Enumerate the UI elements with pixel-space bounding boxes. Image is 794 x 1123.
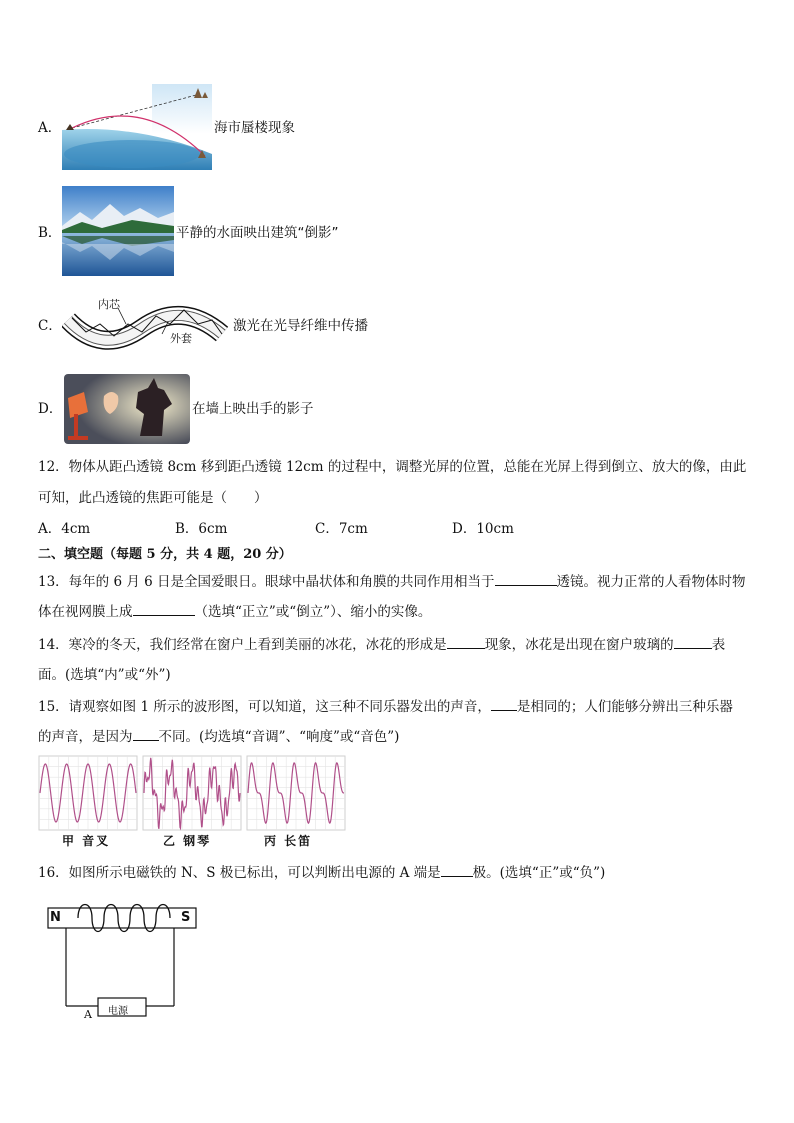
pole-s-label: S [181, 910, 191, 925]
q13-line2 [38, 603, 431, 621]
power-source-label: 电源 [108, 1006, 128, 1017]
q15-text-1b: 是相同的；人们能够分辨出三种乐器 [516, 699, 733, 715]
waveform-caption-piano: 乙 钢琴 [163, 834, 212, 848]
q13-blank-2[interactable] [133, 603, 195, 616]
q15-text-1a: 15．请观察如图 1 所示的波形图，可以知道，这三种不同乐器发出的声音， [38, 699, 491, 715]
q15-blank-1[interactable] [491, 698, 517, 711]
option-c-text: 激光在光导纤维中传播 [233, 318, 368, 334]
q13-text-1b: 透镜。视力正常的人看物体时物 [556, 574, 746, 590]
q14-text-1a: 14．寒冷的冬天，我们经常在窗户上看到美丽的冰花，冰花的形成是 [38, 637, 447, 653]
waveform-caption-flute: 丙 长笛 [264, 834, 313, 848]
q12-choice-d: D．10cm [452, 521, 514, 537]
waveform-flute [247, 756, 345, 830]
q13-text-2b: （选填“正立”或“倒立”）、缩小的实像。 [194, 604, 432, 620]
terminal-a-label: A [84, 1008, 92, 1021]
waveform-caption-tuning-fork: 甲 音叉 [62, 834, 111, 848]
option-c-label: C． [38, 318, 62, 334]
option-b-text: 平静的水面映出建筑“倒影” [176, 225, 339, 241]
q15-line2 [38, 728, 399, 746]
q14-blank-2[interactable] [674, 636, 712, 649]
optical-fiber-image [62, 294, 232, 356]
hand-shadow-image [64, 374, 190, 444]
section-title: 二、填空题（每题 5 分，共 4 题，20 分） [38, 547, 292, 562]
q12-choice-c: C．7cm [315, 521, 368, 537]
waveform-piano [143, 756, 241, 830]
q16-blank-1[interactable] [441, 864, 473, 877]
q16-line1 [38, 864, 605, 882]
q14-text-1b: 现象，冰花是出现在窗户玻璃的 [484, 637, 674, 653]
q12-line2: 可知，此凸透镜的焦距可能是（ ） [38, 490, 268, 506]
option-d-text: 在墙上映出手的影子 [192, 401, 314, 417]
fiber-cladding-label: 外套 [170, 332, 192, 345]
lake-reflection-image [62, 186, 174, 276]
q15-text-2b: 不同。(均选填“音调”、“响度”或“音色”) [158, 729, 400, 745]
q12-choice-b: B．6cm [175, 521, 228, 537]
q15-blank-2[interactable] [133, 728, 159, 741]
q14-line1 [38, 636, 725, 654]
q13-text-2a: 体在视网膜上成 [38, 604, 133, 620]
option-b-label: B． [38, 225, 62, 241]
q13-line1 [38, 573, 746, 591]
q15-line1 [38, 698, 733, 716]
option-d-label: D． [38, 401, 63, 417]
pole-n-label: N [50, 910, 61, 925]
q12-choice-a: A．4cm [38, 521, 91, 537]
mirage-image [62, 84, 212, 170]
q13-text-1a: 13．每年的 6 月 6 日是全国爱眼日。眼球中晶状体和角膜的共同作用相当于 [38, 574, 495, 590]
option-a-text: 海市蜃楼现象 [214, 120, 295, 136]
q14-blank-1[interactable] [447, 636, 485, 649]
q16-text-1b: 极。(选填“正”或“负”) [472, 865, 606, 881]
q13-blank-1[interactable] [495, 573, 557, 586]
fiber-core-label: 内芯 [98, 298, 120, 311]
q14-line2: 面。(选填“内”或“外”) [38, 667, 171, 683]
waveform-tuning-fork [39, 756, 137, 830]
q16-text-1a: 16．如图所示电磁铁的 N、S 极已标出，可以判断出电源的 A 端是 [38, 865, 441, 881]
waveform-figure [38, 755, 346, 833]
q12-line1: 12．物体从距凸透镜 8cm 移到距凸透镜 12cm 的过程中，调整光屏的位置，总能在光屏上得到倒立、放大的像，由此 [38, 459, 747, 475]
q14-text-1c: 表 [711, 637, 726, 653]
q15-text-2a: 的声音，是因为 [38, 729, 133, 745]
option-a-label: A． [38, 120, 62, 136]
